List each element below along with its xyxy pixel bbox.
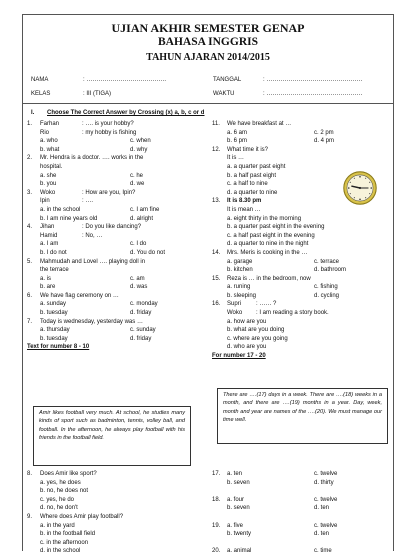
q16-option-c[interactable]: c. where are you going (227, 335, 288, 342)
q5-text2: the terrace (40, 267, 69, 274)
q9-option-b[interactable]: b. in the football field (40, 531, 96, 538)
q3-option-b[interactable]: b. I am nine years old (40, 215, 98, 222)
q4-speaker2: Hamid (40, 232, 58, 239)
q1-option-c[interactable]: c. when (130, 138, 151, 145)
q1-speaker: Farhan (40, 121, 60, 127)
q4-option-c[interactable]: c. I do (130, 241, 147, 248)
waktu-label: WAKTU (213, 91, 235, 97)
q4-text2: : No, … (82, 232, 103, 239)
right-column (212, 120, 392, 361)
q8-option-a[interactable]: a. yes, he does (40, 479, 81, 486)
q19-option-d[interactable]: d. ten (314, 531, 330, 538)
q15-option-d[interactable]: d. cycling (314, 292, 340, 299)
q2-number: 2. (27, 155, 33, 162)
q9-option-a[interactable]: a. in the yard (40, 522, 75, 529)
q12-text: What time it is? (227, 146, 269, 153)
q3-text: : How are you, Ipin? (82, 189, 136, 196)
right-column-bottom (212, 470, 392, 556)
q1-number: 1. (27, 121, 33, 127)
q6-option-a[interactable]: a. sunday (40, 301, 67, 308)
q7-option-c[interactable]: c. sunday (130, 327, 156, 334)
tanggal-label: TANGGAL (213, 77, 242, 83)
q3-text2: : …. (82, 198, 94, 205)
q11-option-d[interactable]: d. 4 pm (314, 138, 335, 145)
q13-number: 13. (212, 198, 221, 205)
q16-option-d[interactable]: d. who are you (227, 344, 267, 351)
q13-option-c[interactable]: c. a half past eight in the evening (227, 232, 315, 239)
q2-text2: hospital. (40, 163, 63, 170)
q11-number: 11. (212, 121, 220, 127)
q3-speaker2: Ipin (40, 198, 50, 205)
q19-option-c[interactable]: c. twelve (314, 522, 338, 529)
q18-option-c[interactable]: c. twelve (314, 496, 338, 503)
q16-speaker2: Woko (227, 310, 243, 317)
q5-option-a[interactable]: a. is (40, 275, 52, 282)
clock-icon (342, 170, 378, 206)
q18-option-d[interactable]: d. ten (314, 505, 330, 512)
q13-text2: It is mean … (227, 206, 261, 213)
q8-option-b[interactable]: b. no, he does not (40, 488, 89, 495)
q2-option-a[interactable]: a. she (40, 172, 57, 179)
q2-option-c[interactable]: c. he (130, 172, 144, 179)
tanggal-value: : ………………………………………… (263, 77, 363, 83)
academic-year: TAHUN AJARAN 2014/2015 (146, 52, 270, 63)
q14-option-d[interactable]: d. bathroom (314, 267, 347, 274)
q4-speaker: Jihan (40, 224, 55, 231)
q20-option-a[interactable]: a. animal (227, 548, 252, 555)
text-label-8-10: Text for number 8 - 10 (27, 344, 90, 351)
q7-number: 7. (27, 318, 33, 325)
q9-number: 9. (27, 513, 33, 520)
q17-option-a[interactable]: a. ten (227, 471, 243, 477)
q11-option-b[interactable]: b. 6 pm (227, 138, 248, 145)
left-column-bottom (27, 470, 203, 556)
q3-option-a[interactable]: a. in the school (40, 206, 81, 213)
kelas-value: : III (TIGA) (83, 91, 111, 97)
q11-option-c[interactable]: c. 2 pm (314, 129, 334, 136)
nama-value: : …………………………………. (83, 77, 167, 83)
q13-text: It is 8.30 pm (227, 198, 262, 205)
q9-option-c[interactable]: c. in the afternoon (40, 539, 89, 546)
q9-text: Where does Amir play football? (40, 513, 124, 520)
q15-option-b[interactable]: b. sleeping (227, 292, 257, 299)
q2-option-d[interactable]: d. we (130, 181, 145, 188)
q16-option-a[interactable]: a. how are you (227, 318, 267, 325)
q3-option-d[interactable]: d. alright (130, 215, 154, 222)
q12-option-a[interactable]: a. a quarter past eight (227, 163, 286, 170)
q20-number: 20. (212, 548, 221, 555)
q17-number: 17. (212, 471, 221, 477)
q2-option-b[interactable]: b. you (40, 181, 57, 188)
q16-text2: : I am reading a story book. (256, 310, 329, 317)
q15-option-a[interactable]: a. runing (227, 284, 251, 291)
q8-option-c[interactable]: c. yes, he do (40, 496, 75, 503)
q12-text2: It is … (227, 155, 245, 162)
q14-option-c[interactable]: c. terrace (314, 258, 340, 265)
q13-option-a[interactable]: a. eight thirty in the morning (227, 215, 302, 222)
q16-speaker: Supri (227, 301, 242, 308)
q14-number: 14. (212, 249, 221, 256)
q6-option-c[interactable]: c. monday (130, 301, 158, 308)
q5-option-c[interactable]: c. am (130, 275, 145, 282)
reading-passage-17-20: There are ….(17) days in a week. There are ….(18) weeks in a month, and there are ….(19) months in a year. Day, week, month and year are names of the ….(20). We must manage our time well. (217, 388, 388, 444)
q8-number: 8. (27, 471, 33, 477)
q18-option-b[interactable]: b. seven (227, 505, 250, 512)
q12-number: 12. (212, 146, 221, 153)
q8-text: Does Amir like sport? (40, 471, 97, 477)
q5-text: Mahmudah and Lovel …. playing doll in (40, 258, 146, 265)
q4-option-a[interactable]: a. I am (40, 241, 59, 248)
q7-option-a[interactable]: a. thursday (40, 327, 70, 334)
q17-option-d[interactable]: d. thirty (314, 479, 334, 486)
q20-option-c[interactable]: c. time (314, 548, 332, 555)
q7-option-d[interactable]: d. friday (130, 335, 152, 342)
q9-option-d[interactable]: d. in the school (40, 548, 81, 555)
q3-option-c[interactable]: c. I am fine (130, 206, 160, 213)
waktu-value: : ………………………………………… (263, 91, 363, 97)
q4-option-b[interactable]: b. I do not (40, 249, 67, 256)
q12-option-c[interactable]: c. a half to nine (227, 181, 268, 188)
q18-number: 18. (212, 496, 221, 503)
section-text: Choose The Correct Answer by Crossing (x) a, b, c or d (47, 110, 205, 116)
q8-option-d[interactable]: d. no, he don't (40, 505, 78, 512)
kelas-label: KELAS (31, 91, 51, 97)
q11-option-a[interactable]: a. 6 am (227, 129, 248, 136)
q4-number: 4. (27, 224, 33, 231)
q12-option-d[interactable]: d. a quarter to nine (227, 189, 278, 196)
q5-option-d[interactable]: d. was (130, 284, 148, 291)
q1-text2: : my hobby is fishing (82, 129, 137, 136)
q19-option-a[interactable]: a. five (227, 522, 244, 529)
subject-title: BAHASA INGGRIS (157, 36, 258, 48)
q14-option-b[interactable]: b. kitchen (227, 267, 253, 274)
q5-option-b[interactable]: b. are (40, 284, 56, 291)
q19-number: 19. (212, 522, 221, 529)
q7-option-b[interactable]: b. tuesday (40, 335, 68, 342)
nama-label: NAMA (31, 77, 49, 83)
text-label-17-20: For number 17 - 20 (212, 353, 266, 360)
q18-option-a[interactable]: a. four (227, 496, 245, 503)
q1-option-b[interactable]: b. what (40, 146, 60, 153)
q15-text: Reza is … in the bedroom, now (227, 275, 311, 282)
q16-option-b[interactable]: b. what are you doing (227, 327, 285, 334)
q5-number: 5. (27, 258, 33, 265)
q6-number: 6. (27, 292, 33, 299)
q4-option-d[interactable]: d. You do not (130, 249, 166, 256)
q12-option-b[interactable]: b. a half past eight (227, 172, 277, 179)
q6-option-b[interactable]: b. tuesday (40, 310, 68, 317)
q13-option-b[interactable]: b. a quarter past eight in the evening (227, 224, 325, 231)
reading-passage-8-10: Amir likes football very much. At school, he studies many kinds of sport such as badminton, tennis, volley ball, and football. In the afternoon, he always play football with his friends in the football field. (33, 406, 191, 466)
q7-text: Today is wednesday, yesterday was … (40, 318, 143, 325)
q1-speaker2: Rio (40, 129, 50, 136)
q4-text: : Do you like dancing? (82, 224, 142, 231)
q14-option-a[interactable]: a. garage (227, 258, 253, 265)
q14-text: Mrs. Meris is cooking in the … (227, 249, 308, 256)
q19-option-b[interactable]: b. twenty (227, 531, 252, 538)
q17-option-b[interactable]: b. seven (227, 479, 250, 486)
q16-number: 16. (212, 301, 221, 308)
section-instruction (31, 110, 204, 116)
q1-option-a[interactable]: a. who (40, 138, 58, 145)
q3-speaker: Woko (40, 189, 56, 196)
q17-option-c[interactable]: c. twelve (314, 471, 338, 477)
q1-option-d[interactable]: d. why (130, 146, 148, 153)
section-number: I. (31, 110, 35, 116)
q15-number: 15. (212, 275, 221, 282)
q11-text: We have breakfast at … (227, 121, 292, 127)
q1-text: : …. is your hobby? (82, 121, 134, 127)
exam-sheet (22, 14, 394, 555)
exam-title: UJIAN AKHIR SEMESTER GENAP (111, 21, 305, 35)
q6-text: We have flag ceremony on … (40, 292, 119, 299)
left-column (27, 120, 203, 352)
q16-text: : …… ? (256, 301, 277, 308)
q3-number: 3. (27, 189, 33, 196)
q6-option-d[interactable]: d. friday (130, 310, 152, 317)
header-divider (23, 103, 393, 104)
q15-option-c[interactable]: c. fishing (314, 284, 338, 291)
q13-option-d[interactable]: d. a quarter to nine in the night (227, 241, 309, 248)
q2-text: Mr. Hendra is a doctor. …. works in the (40, 155, 144, 162)
